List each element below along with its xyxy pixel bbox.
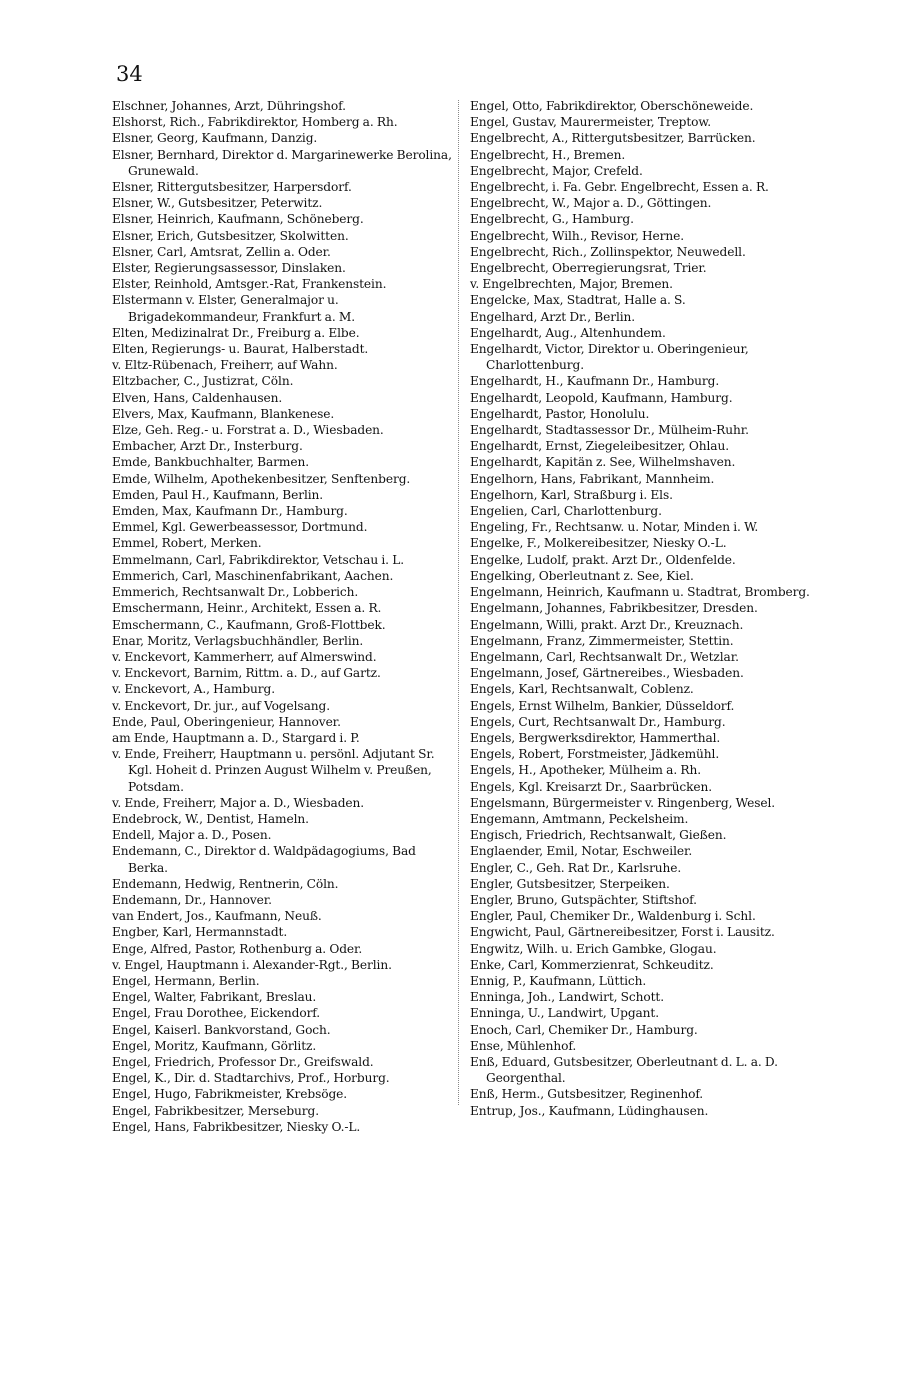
directory-entry: Engelhard, Arzt Dr., Berlin. — [470, 309, 636, 324]
directory-entry: Engelhardt, Stadtassessor Dr., Mülheim-Ruhr. — [470, 423, 749, 438]
directory-entry: Engelmann, Johannes, Fabrikbesitzer, Dresden. — [470, 601, 758, 616]
right-column — [470, 98, 815, 1119]
directory-entry: Engels, H., Apotheker, Mülheim a. Rh. — [470, 763, 701, 778]
directory-entry: Engelhardt, Ernst, Ziegeleibesitzer, Ohlau. — [470, 439, 729, 454]
directory-entry: Emmerich, Carl, Maschinenfabrikant, Aachen. — [112, 568, 394, 583]
directory-entry: Engels, Robert, Forstmeister, Jädkemühl. — [470, 747, 720, 762]
directory-entry: Elsner, Rittergutsbesitzer, Harpersdorf. — [112, 180, 352, 195]
directory-entry: Engel, Walter, Fabrikant, Breslau. — [112, 990, 317, 1005]
directory-entry: v. Ende, Freiherr, Major a. D., Wiesbaden. — [112, 795, 365, 810]
directory-entry: Engelhardt, H., Kaufmann Dr., Hamburg. — [470, 374, 720, 389]
directory-entry: van Endert, Jos., Kaufmann, Neuß. — [112, 909, 322, 924]
directory-entry: Emde, Bankbuchhalter, Barmen. — [112, 455, 309, 470]
directory-entry: Elschner, Johannes, Arzt, Dühringshof. — [112, 99, 346, 113]
directory-entry: Enge, Alfred, Pastor, Rothenburg a. Oder. — [112, 941, 363, 956]
directory-entry: Emmerich, Rechtsanwalt Dr., Lobberich. — [112, 585, 359, 600]
directory-entry: Engisch, Friedrich, Rechtsanwalt, Gießen. — [470, 828, 727, 843]
directory-entry: Elven, Hans, Caldenhausen. — [112, 390, 283, 405]
directory-entry: v. Engelbrechten, Major, Bremen. — [470, 277, 673, 292]
directory-entry: Engelke, Ludolf, prakt. Arzt Dr., Oldenfelde. — [470, 552, 736, 567]
directory-entry: Elsner, Erich, Gutsbesitzer, Skolwitten. — [112, 228, 349, 243]
directory-entry: Engelcke, Max, Stadtrat, Halle a. S. — [470, 293, 686, 308]
directory-entry: Enß, Herm., Gutsbesitzer, Reginenhof. — [470, 1087, 704, 1102]
directory-entry: Elsner, Bernhard, Direktor d. Margarinewerke Berolina, Grunewald. — [112, 147, 452, 178]
directory-entry: Elten, Regierungs- u. Baurat, Halberstadt. — [112, 342, 369, 357]
directory-entry: v. Enckevort, Dr. jur., auf Vogelsang. — [112, 698, 330, 713]
directory-entry: Elsner, W., Gutsbesitzer, Peterwitz. — [112, 196, 323, 211]
directory-entry: Engelhardt, Kapitän z. See, Wilhelmshaven. — [470, 455, 736, 470]
directory-entry: v. Engel, Hauptmann i. Alexander-Rgt., Berlin. — [112, 957, 392, 972]
directory-entry: Engler, Paul, Chemiker Dr., Waldenburg i. Schl. — [470, 909, 756, 924]
directory-entry: Embacher, Arzt Dr., Insterburg. — [112, 439, 303, 454]
directory-entry: Enoch, Carl, Chemiker Dr., Hamburg. — [470, 1022, 698, 1037]
directory-entry: Elsner, Carl, Amtsrat, Zellin a. Oder. — [112, 244, 331, 259]
directory-entry: Engler, Gutsbesitzer, Sterpeiken. — [470, 876, 670, 891]
directory-entry: Engwicht, Paul, Gärtnereibesitzer, Forst i. Lausitz. — [470, 925, 775, 940]
directory-entry: Elten, Medizinalrat Dr., Freiburg a. Elbe. — [112, 325, 360, 340]
directory-entry: Elster, Regierungsassessor, Dinslaken. — [112, 261, 346, 276]
directory-entry: Engels, Curt, Rechtsanwalt Dr., Hamburg. — [470, 714, 726, 729]
directory-entry: Emmel, Robert, Merken. — [112, 536, 262, 551]
directory-entry: Engel, K., Dir. d. Stadtarchivs, Prof., Horburg. — [112, 1071, 390, 1086]
directory-entry: Engwitz, Wilh. u. Erich Gambke, Glogau. — [470, 941, 717, 956]
directory-entry: Engelke, F., Molkereibesitzer, Niesky O.-L. — [470, 536, 727, 551]
directory-entry: Engelhorn, Hans, Fabrikant, Mannheim. — [470, 471, 715, 486]
directory-entry: Eltzbacher, C., Justizrat, Cöln. — [112, 374, 294, 389]
page-number: 34 — [116, 62, 143, 86]
directory-entry: Engler, Bruno, Gutspächter, Stiftshof. — [470, 892, 697, 907]
directory-entry: Engelbrecht, Oberregierungsrat, Trier. — [470, 261, 707, 276]
directory-entry: Engels, Bergwerksdirektor, Hammerthal. — [470, 730, 721, 745]
directory-entry: Enß, Eduard, Gutsbesitzer, Oberleutnant d. L. a. D. Georgenthal. — [470, 1054, 778, 1086]
directory-entry: Endebrock, W., Dentist, Hameln. — [112, 811, 309, 826]
directory-entry: Engelking, Oberleutnant z. See, Kiel. — [470, 568, 694, 583]
directory-entry: Emden, Max, Kaufmann Dr., Hamburg. — [112, 504, 348, 519]
directory-entry: Engels, Ernst Wilhelm, Bankier, Düsseldorf. — [470, 698, 735, 713]
directory-entry: Engelmann, Carl, Rechtsanwalt Dr., Wetzlar. — [470, 649, 739, 664]
directory-entry: v. Enckevort, A., Hamburg. — [112, 682, 275, 697]
directory-entry: Englaender, Emil, Notar, Eschweiler. — [470, 844, 693, 859]
directory-entry: v. Eltz-Rübenach, Freiherr, auf Wahn. — [112, 358, 338, 373]
directory-entry: Engelbrecht, Rich., Zollinspektor, Neuwedell. — [470, 244, 746, 259]
directory-entry: Enninga, U., Landwirt, Upgant. — [470, 1006, 660, 1021]
column-divider — [458, 100, 459, 1105]
directory-entry: Engelmann, Heinrich, Kaufmann u. Stadtrat, Bromberg. — [470, 585, 810, 600]
directory-entry: Engelbrecht, H., Bremen. — [470, 147, 626, 162]
directory-entry: v. Enckevort, Barnim, Rittm. a. D., auf Gartz. — [112, 666, 381, 681]
directory-entry: Engel, Frau Dorothee, Eickendorf. — [112, 1006, 321, 1021]
directory-entry: Endell, Major a. D., Posen. — [112, 828, 272, 843]
directory-entry: Engel, Otto, Fabrikdirektor, Oberschöneweide. — [470, 99, 754, 113]
directory-entry: Engel, Moritz, Kaufmann, Görlitz. — [112, 1038, 317, 1053]
directory-entry: Engelbrecht, Wilh., Revisor, Herne. — [470, 228, 684, 243]
directory-entry: Endemann, C., Direktor d. Waldpädagogiums, Bad Berka. — [112, 844, 416, 875]
directory-entry: Enninga, Joh., Landwirt, Schott. — [470, 990, 664, 1005]
directory-entry: Enke, Carl, Kommerzienrat, Schkeuditz. — [470, 957, 714, 972]
directory-entry: Engelhardt, Aug., Altenhundem. — [470, 325, 666, 340]
directory-entry: Engel, Fabrikbesitzer, Merseburg. — [112, 1103, 319, 1118]
directory-entry: Enar, Moritz, Verlagsbuchhändler, Berlin. — [112, 633, 364, 648]
directory-entry: Engelhardt, Victor, Direktor u. Oberingenieur, Charlottenburg. — [470, 342, 749, 373]
directory-entry: Elshorst, Rich., Fabrikdirektor, Homberg a. Rh. — [112, 115, 398, 130]
directory-entry: Engelhardt, Pastor, Honolulu. — [470, 406, 650, 421]
directory-entry: Ennig, P., Kaufmann, Lüttich. — [470, 973, 647, 988]
directory-entry: Engelmann, Franz, Zimmermeister, Stettin. — [470, 633, 734, 648]
directory-entry: Engelbrecht, A., Rittergutsbesitzer, Barrücken. — [470, 131, 756, 146]
directory-entry: Endemann, Hedwig, Rentnerin, Cöln. — [112, 876, 339, 891]
directory-entry: Engelmann, Josef, Gärtnereibes., Wiesbaden. — [470, 666, 744, 681]
left-column — [112, 98, 456, 1135]
directory-entry: Engelbrecht, i. Fa. Gebr. Engelbrecht, Essen a. R. — [470, 180, 769, 195]
directory-entry: Emmel, Kgl. Gewerbeassessor, Dortmund. — [112, 520, 368, 535]
directory-entry: Elsner, Heinrich, Kaufmann, Schöneberg. — [112, 212, 364, 227]
directory-entry: Engelien, Carl, Charlottenburg. — [470, 504, 662, 519]
directory-entry: Emschermann, Heinr., Architekt, Essen a. R. — [112, 601, 382, 616]
directory-entry: Elvers, Max, Kaufmann, Blankenese. — [112, 406, 335, 421]
directory-entry: Engel, Gustav, Maurermeister, Treptow. — [470, 115, 712, 130]
directory-entry: Elstermann v. Elster, Generalmajor u. Brigadekommandeur, Frankfurt a. M. — [112, 293, 356, 324]
directory-entry: Emschermann, C., Kaufmann, Groß-Flottbek. — [112, 617, 386, 632]
directory-entry: Entrup, Jos., Kaufmann, Lüdinghausen. — [470, 1103, 709, 1118]
directory-entry: Emmelmann, Carl, Fabrikdirektor, Vetschau i. L. — [112, 552, 404, 567]
directory-entry: Engelhorn, Karl, Straßburg i. Els. — [470, 487, 673, 502]
directory-entry: Engelbrecht, W., Major a. D., Göttingen. — [470, 196, 712, 211]
directory-entry: Engelhardt, Leopold, Kaufmann, Hamburg. — [470, 390, 733, 405]
directory-entry: Engelbrecht, Major, Crefeld. — [470, 163, 643, 178]
directory-entry: Engelsmann, Bürgermeister v. Ringenberg, Wesel. — [470, 795, 776, 810]
directory-entry: Emde, Wilhelm, Apothekenbesitzer, Senftenberg. — [112, 471, 411, 486]
directory-entry: Ense, Mühlenhof. — [470, 1038, 577, 1053]
directory-entry: Engels, Kgl. Kreisarzt Dr., Saarbrücken. — [470, 779, 713, 794]
directory-entry: Engel, Hans, Fabrikbesitzer, Niesky O.-L. — [112, 1119, 361, 1134]
directory-entry: Elsner, Georg, Kaufmann, Danzig. — [112, 131, 318, 146]
directory-entry: Engber, Karl, Hermannstadt. — [112, 925, 288, 940]
directory-entry: v. Ende, Freiherr, Hauptmann u. persönl. Adjutant Sr. Kgl. Hoheit d. Prinzen August Wilhelm v. Preußen, Potsdam. — [112, 747, 435, 794]
directory-entry: Engemann, Amtmann, Peckelsheim. — [470, 811, 689, 826]
directory-entry: Ende, Paul, Oberingenieur, Hannover. — [112, 714, 341, 729]
directory-entry: am Ende, Hauptmann a. D., Stargard i. P. — [112, 730, 360, 745]
directory-entry: Engel, Friedrich, Professor Dr., Greifswald. — [112, 1054, 374, 1069]
directory-entry: Engel, Hermann, Berlin. — [112, 973, 260, 988]
directory-entry: Elze, Geh. Reg.- u. Forstrat a. D., Wiesbaden. — [112, 423, 384, 438]
directory-entry: Endemann, Dr., Hannover. — [112, 892, 272, 907]
directory-entry: Emden, Paul H., Kaufmann, Berlin. — [112, 487, 324, 502]
directory-entry: Elster, Reinhold, Amtsger.-Rat, Frankenstein. — [112, 277, 387, 292]
directory-entry: v. Enckevort, Kammerherr, auf Almerswind. — [112, 649, 377, 664]
directory-entry: Engelbrecht, G., Hamburg. — [470, 212, 634, 227]
directory-entry: Engler, C., Geh. Rat Dr., Karlsruhe. — [470, 860, 682, 875]
directory-entry: Engel, Kaiserl. Bankvorstand, Goch. — [112, 1022, 331, 1037]
directory-entry: Engels, Karl, Rechtsanwalt, Coblenz. — [470, 682, 694, 697]
directory-entry: Engel, Hugo, Fabrikmeister, Krebsöge. — [112, 1087, 348, 1102]
directory-entry: Engeling, Fr., Rechtsanw. u. Notar, Minden i. W. — [470, 520, 759, 535]
directory-entry: Engelmann, Willi, prakt. Arzt Dr., Kreuznach. — [470, 617, 744, 632]
